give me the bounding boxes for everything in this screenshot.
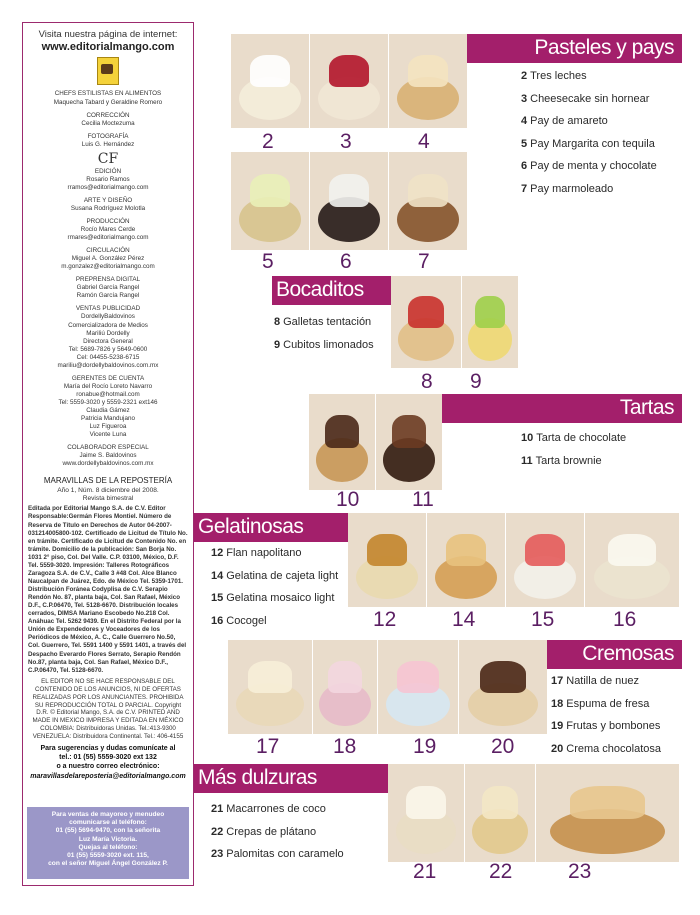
credit-email[interactable]: rmares@editorialmango.com — [67, 234, 149, 242]
contact-block — [28, 744, 188, 780]
recipe-page: 11 — [521, 454, 533, 467]
tarta-chocolate-photo — [309, 394, 375, 490]
recipe-item[interactable] — [211, 592, 338, 615]
promo-line: Luz María Victoria. — [78, 835, 138, 843]
credit-role: FOTOGRAFÍA — [87, 132, 129, 140]
recipe-page: 21 — [211, 803, 224, 815]
cubitos-photo — [462, 276, 518, 368]
section-title: Gelatinosas — [198, 515, 304, 538]
recipe-item[interactable] — [521, 455, 626, 478]
promo-line: 01 (55) 5694-9470, con la señorita — [55, 827, 161, 835]
credits-sidebar — [22, 22, 194, 886]
credit-chefs — [28, 90, 188, 106]
recipe-page: 19 — [551, 720, 564, 732]
contact-line: tel.: 01 (55) 5559-3020 ext 132 — [59, 754, 157, 762]
recipe-item[interactable] — [521, 93, 657, 116]
credit-fotografia — [28, 133, 188, 149]
photo-number: 14 — [452, 608, 476, 631]
recipe-page: 3 — [521, 92, 528, 105]
recipe-label: Crema chocolatosa — [566, 742, 662, 755]
recipe-page: 6 — [521, 160, 528, 172]
recipe-label: Pay Margarita con tequila — [530, 137, 655, 150]
recipe-label: Espuma de fresa — [566, 697, 650, 710]
tres-leches-photo — [231, 34, 309, 128]
section-title: Bocaditos — [276, 278, 364, 301]
recipe-item[interactable] — [521, 70, 657, 93]
credit-circulacion — [28, 247, 188, 271]
natilla-photo — [228, 640, 312, 734]
photo-number: 20 — [491, 735, 515, 758]
legal-text: Editada por Editorial Mango S.A. de C.V. Editor Responsable:Germán Flores Montiel. Número de Reserva de Título en Derechos de Autor 04-2007-031214005800-102. Certificado de Licitud de Título No. en trámite. Certificado de Licitud de Contenido No. en trámite. Domicilio de la publicación: San Borja No. 1031 2° piso, Col. Del Valle. C.P. 03100, México, D.F. Tel. 5559-3020. Impresión: Talleres Rotográficos Zaragoza S.A. de C.V., Calle 3 #48 Col. Alce Blanco Naucalpan de Juárez, Edo. de México Tel. 5359-1701. Distribución Foránea Codyplisa de C.V. Serapio Rendón No. 87, planta baja, Col. San Rafael, México D.F., C.P.06470, Tel. 5128-6670. Distribución locales cerrados, DIMSA Mariano Escobedo No.218 Col. Anáhuac Tel. 5262 9439. En el Distrito Federal por la Unión de Expendedores y Voceadores de los Periódicos de México, A. C., Calle Guerrero No.50, Col. Guerrero, Tel. 5591 1400 y 5591 1401, a través del Despacho Everardo Flores Serrato, Serapio Rendón No.87, planta baja, Col. San Rafael, México D.F., C.P.06470, Tel. 5128-6670. — [28, 505, 188, 674]
recipe-page: 20 — [551, 742, 564, 755]
photo-number: 12 — [373, 608, 397, 631]
promo-line: 01 (55) 5559-3020 ext. 115, — [67, 852, 149, 860]
bocaditos-recipe-list — [274, 316, 374, 361]
section-title: Más dulzuras — [198, 766, 317, 789]
credit-line: Cel: 04455-5238-6715 — [76, 353, 140, 361]
credit-name: Maquecha Tabard y Geraldine Romero — [53, 98, 163, 106]
photo-number: 4 — [418, 130, 430, 153]
credit-name: Miguel A. González Pérez — [71, 255, 145, 263]
credit-produccion — [28, 218, 188, 242]
credit-edicion — [28, 168, 188, 192]
recipe-item[interactable] — [274, 339, 374, 362]
recipe-page: 14 — [211, 569, 224, 582]
credit-line: Comercializadora de Medios — [68, 321, 148, 329]
credit-name: Rocío Mares Cerde — [80, 226, 136, 234]
recipe-page: 22 — [211, 825, 224, 838]
palomitas-photo — [536, 764, 679, 862]
credit-role: CHEFS ESTILISTAS EN ALIMENTOS — [54, 90, 162, 98]
macarrones-photo — [388, 764, 464, 862]
credit-preprensa — [28, 276, 188, 300]
pay-menta-photo — [310, 152, 388, 250]
credit-line: DordellyBaldovinos — [81, 313, 135, 321]
recipe-label: Crepas de plátano — [226, 825, 317, 838]
recipe-item[interactable] — [211, 803, 344, 826]
photo-number: 7 — [418, 250, 430, 273]
promo-line: comunicarse al teléfono: — [69, 819, 147, 827]
gelatina-mosaico-photo — [506, 513, 584, 607]
photo-number: 15 — [531, 608, 555, 631]
recipe-page: 2 — [521, 70, 528, 82]
recipe-item[interactable] — [551, 675, 661, 698]
photo-number: 18 — [333, 735, 357, 758]
recipe-page: 7 — [521, 182, 528, 195]
recipe-label: Tres leches — [530, 70, 587, 82]
credit-role: CORRECCIÓN — [86, 111, 130, 119]
contact-email[interactable]: maravillasdelareposteria@editorialmango.com — [30, 772, 186, 780]
credit-role: VENTAS PUBLICIDAD — [75, 305, 141, 313]
credit-role: COLABORADOR ESPECIAL — [67, 444, 149, 452]
credit-line: Tel: 5559-3020 y 5559-2321 ext146 — [58, 398, 158, 406]
contact-line: o a nuestro correo electrónico: — [56, 763, 160, 771]
photo-number: 23 — [568, 860, 592, 883]
recipe-item[interactable] — [211, 615, 338, 638]
promo-line: Quejas al teléfono: — [78, 843, 138, 851]
credit-line: Vicente Luna — [89, 431, 127, 439]
photo-number: 6 — [340, 250, 352, 273]
recipe-item[interactable] — [211, 570, 338, 593]
credit-colaborador — [28, 444, 188, 468]
recipe-item[interactable] — [521, 160, 657, 183]
recipe-page: 16 — [211, 614, 224, 627]
section-title: Cremosas — [582, 642, 674, 665]
magazine-issue: Año 1, Núm. 8 diciembre del 2008. — [57, 486, 159, 494]
credit-arte — [28, 197, 188, 213]
recipe-page: 5 — [521, 137, 528, 150]
credit-role: PRODUCCIÓN — [86, 217, 130, 225]
recipe-item[interactable] — [211, 826, 344, 849]
notice-text: EL EDITOR NO SE HACE RESPONSABLE DEL CONTENIDO DE LOS ANUNCIOS, NI DE OFERTAS REALIZADAS POR LOS ANUNCIANTES. PROHIBIDA SU REPRODUCCIÓN TOTAL O PARCIAL. Copyright D.R. © Editorial Mango, S.A. de C.V. PRINTED AND MADE IN MEXICO IMPRESA Y EDITADA EN MÉXICO COLOMBIA: Distribuidoras Unidas. Tel.:413-9300 VENEZUELA: Distribuidora Continental. Tel.: 406-4155 — [32, 677, 184, 741]
recipe-label: Tarta de chocolate — [536, 432, 627, 444]
recipe-label: Gelatina de cajeta light — [226, 569, 339, 582]
pasteles-recipe-list — [521, 70, 657, 205]
recipe-page: 18 — [551, 697, 564, 710]
section-title: Tartas — [619, 396, 674, 419]
recipe-item[interactable] — [211, 848, 344, 871]
credit-name: Cecilia Moctezuma — [81, 119, 135, 127]
photo-number: 11 — [412, 488, 434, 511]
pay-margarita-photo — [231, 152, 309, 250]
recipe-label: Pay de menta y chocolate — [530, 160, 657, 172]
credit-name: Rosario Ramos — [86, 175, 130, 183]
website-link[interactable]: www.editorialmango.com — [41, 41, 175, 54]
editorial-mango-logo — [97, 57, 119, 85]
credit-line: Directora General — [83, 337, 133, 345]
visit-text: Visita nuestra página de internet: — [38, 29, 178, 40]
credit-name: Ramón García Rangel — [76, 292, 140, 300]
recipe-item[interactable] — [521, 183, 657, 206]
section-banner-pasteles — [467, 34, 682, 63]
credit-email[interactable]: rramos@editorialmango.com — [67, 183, 149, 191]
espuma-fresa-photo — [313, 640, 377, 734]
section-banner-bocaditos — [272, 276, 391, 305]
credit-line: Mariliú Dordelly — [86, 329, 130, 337]
recipe-label: Gelatina mosaico light — [226, 592, 335, 604]
section-banner-gelatinosas — [194, 513, 348, 542]
photo-number: 3 — [340, 130, 352, 153]
photo-number: 22 — [489, 860, 513, 883]
pay-marmoleado-photo — [389, 152, 467, 250]
recipe-item[interactable] — [211, 547, 338, 570]
credit-link[interactable]: www.dordellybaldovinos.com.mx — [62, 460, 154, 468]
section-title: Pasteles y pays — [534, 36, 674, 59]
recipe-label: Galletas tentación — [283, 316, 372, 328]
credit-role: CIRCULACIÓN — [86, 247, 130, 255]
recipe-item[interactable] — [274, 316, 374, 339]
recipe-label: Macarrones de coco — [226, 803, 326, 815]
recipe-label: Cubitos limonados — [283, 338, 374, 351]
credit-ventas — [28, 305, 188, 369]
magazine-title: MARAVILLAS DE LA REPOSTERÍA — [43, 476, 173, 486]
galletas-photo — [391, 276, 461, 368]
credit-line: María del Rocío Loreto Navarro — [63, 382, 153, 390]
photo-number: 19 — [413, 735, 437, 758]
recipe-page: 17 — [551, 675, 564, 687]
credit-correccion — [28, 112, 188, 128]
credit-name: Susana Rodríguez Molotla — [70, 204, 146, 212]
credit-role: ARTE Y DISEÑO — [83, 196, 133, 204]
recipe-label: Tarta brownie — [535, 454, 602, 467]
recipe-page: 10 — [521, 432, 534, 444]
credit-name: Luis G. Hernández — [81, 140, 135, 148]
photo-number: 17 — [256, 735, 280, 758]
photo-number: 16 — [613, 608, 637, 631]
credit-line: Claudia Gámez — [86, 406, 130, 414]
gelatina-cajeta-photo — [427, 513, 505, 607]
cocogel-photo — [585, 513, 679, 607]
recipe-page: 23 — [211, 848, 224, 860]
recipe-item[interactable] — [521, 115, 657, 138]
recipe-item[interactable] — [551, 743, 661, 766]
credit-name: Gabriel García Rangel — [76, 284, 140, 292]
credit-email[interactable]: m.gonzalez@editorialmango.com — [61, 263, 155, 271]
photo-number: 8 — [421, 370, 433, 393]
crema-chocolatosa-photo — [459, 640, 547, 734]
recipe-label: Natilla de nuez — [566, 675, 640, 687]
photo-number: 10 — [336, 488, 360, 511]
recipe-page: 4 — [521, 115, 528, 127]
recipe-page: 9 — [274, 338, 281, 351]
recipe-item[interactable] — [551, 698, 661, 721]
section-banner-cremosas — [547, 640, 682, 669]
recipe-label: Cocogel — [226, 614, 267, 627]
credit-line: Patricia Mandujano — [81, 415, 135, 423]
recipe-label: Cheesecake sin hornear — [530, 92, 650, 105]
photo-number: 9 — [470, 370, 482, 393]
photo-number: 2 — [262, 130, 274, 153]
recipe-item[interactable] — [521, 138, 657, 161]
magazine-frequency: Revista bimestral — [82, 494, 134, 502]
gelatinosas-recipe-list — [211, 547, 338, 637]
photo-number: 21 — [413, 860, 437, 883]
credit-role: EDICIÓN — [94, 167, 122, 175]
recipe-page: 8 — [274, 316, 281, 328]
credit-line: Tel: 5689-7826 y 5649-0600 — [68, 345, 148, 353]
frutas-bombones-photo — [378, 640, 458, 734]
contact-line: Para sugerencias y dudas comunícate al — [40, 745, 176, 753]
pay-amareto-photo — [389, 34, 467, 128]
credit-line: Luz Figueroa — [89, 423, 127, 431]
credit-email[interactable]: mariliu@dordellybaldovinos.com.mx — [57, 361, 159, 369]
tarta-brownie-photo — [376, 394, 442, 490]
recipe-item[interactable] — [551, 720, 661, 743]
credit-role: PREPRENSA DIGITAL — [75, 276, 141, 284]
promo-line: Para ventas de mayoreo y menudeo — [51, 811, 165, 818]
dulzuras-recipe-list — [211, 803, 344, 871]
recipe-item[interactable] — [521, 432, 626, 455]
credit-role: GERENTES DE CUENTA — [71, 374, 145, 382]
section-banner-dulzuras — [194, 764, 388, 793]
credit-name: Jaime S. Baldovinos — [79, 452, 137, 460]
flan-photo — [348, 513, 426, 607]
recipe-label: Frutas y bombones — [566, 720, 661, 732]
credit-email[interactable]: ronabue@hotmail.com — [76, 390, 140, 398]
recipe-page: 12 — [211, 547, 224, 559]
photo-number: 5 — [262, 250, 274, 273]
cf-logo: CF — [97, 150, 119, 167]
tartas-recipe-list — [521, 432, 626, 477]
recipe-label: Flan napolitano — [226, 547, 302, 559]
section-banner-tartas — [442, 394, 682, 423]
cremosas-recipe-list — [551, 675, 661, 765]
crepas-photo — [465, 764, 535, 862]
recipe-page: 15 — [211, 592, 224, 604]
promo-line: con el señor Miguel Ángel González P. — [48, 860, 168, 868]
recipe-label: Palomitas con caramelo — [226, 848, 344, 860]
sales-promo-box — [27, 807, 189, 879]
recipe-label: Pay de amareto — [530, 115, 608, 127]
recipe-label: Pay marmoleado — [530, 182, 614, 195]
cheesecake-photo — [310, 34, 388, 128]
credit-gerentes — [28, 375, 188, 439]
